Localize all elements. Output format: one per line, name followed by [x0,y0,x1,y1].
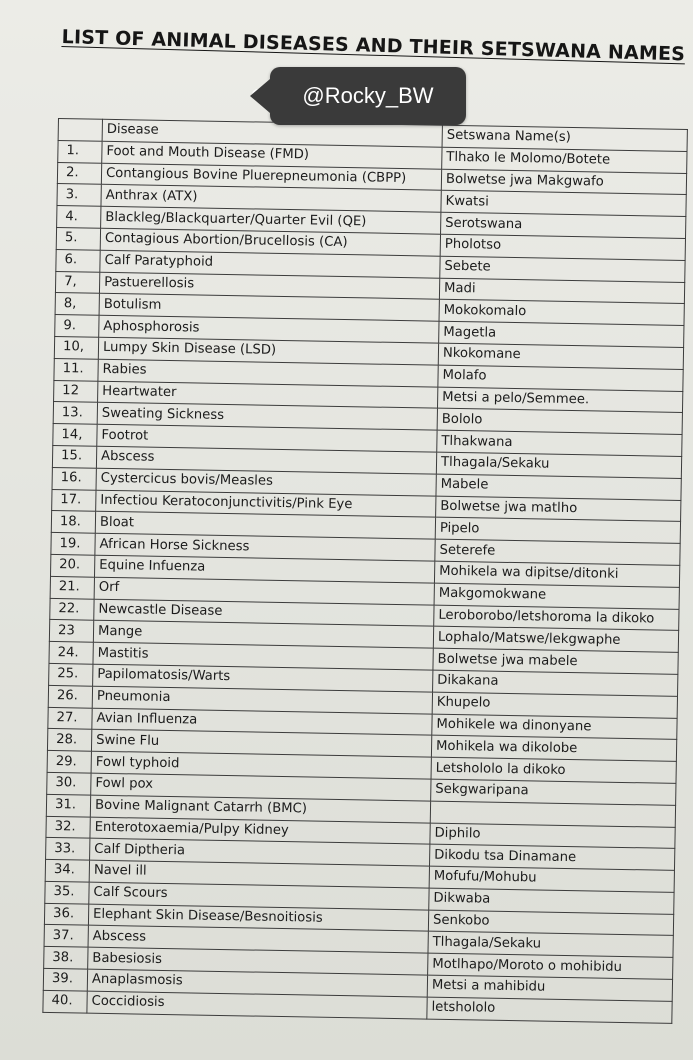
row-number: 23 [49,620,93,643]
disease-name: Elephant Skin Disease/Besnoitiosis [88,904,428,932]
disease-name: African Horse Sickness [95,533,435,561]
row-number: 2. [57,162,101,185]
disease-name: Navel ill [89,860,429,888]
setswana-name: Mohikela wa dipitse/ditonki [434,561,679,587]
watermark-handle-badge: @Rocky_BW [270,67,466,125]
header-number [58,119,102,142]
row-number: 15. [52,445,96,468]
setswana-name: Molafo [438,365,683,391]
setswana-name: Motlhapo/Moroto o mohibidu [428,953,673,979]
row-number: 6. [56,249,100,272]
disease-name: Heartwater [98,381,438,409]
disease-name: Blackleg/Blackquarter/Quarter Evil (QE) [101,206,441,234]
row-number: 11. [54,358,98,381]
setswana-name: Mohikela wa dikolobe [431,735,676,761]
row-number: 12 [54,380,98,403]
row-number: 3. [57,184,101,207]
setswana-name: Letshololo la dikoko [431,757,676,783]
row-number: 26. [48,685,92,708]
setswana-name: Seterefe [435,539,680,565]
setswana-name: Pipelo [435,517,680,543]
setswana-name: Khupelo [432,692,677,718]
row-number: 37. [44,925,88,948]
disease-table-container [42,118,687,1024]
disease-name: Avian Influenza [92,708,432,736]
disease-name: Footrot [97,424,437,452]
row-number: 39. [43,968,87,991]
row-number: 33. [46,838,90,861]
setswana-name: Makgomokwane [434,583,679,609]
setswana-name: letshololo [427,997,672,1023]
setswana-name: Metsi a mahibidu [427,975,672,1001]
row-number: 22. [50,598,94,621]
disease-name: Anaplasmosis [87,969,427,997]
setswana-name: Bolwetse jwa Makgwafo [441,169,686,195]
row-number: 40. [43,990,87,1013]
setswana-name: Leroborobo/letshoroma la dikoko [434,605,679,631]
disease-name: Babesiosis [88,947,428,975]
disease-name: Abscess [88,926,428,954]
disease-name: Pneumonia [92,686,432,714]
row-number: 10, [54,336,98,359]
document-title: LIST OF ANIMAL DISEASES AND THEIR SETSWANA NAMES [61,26,686,66]
row-number: 19. [51,533,95,556]
setswana-name: Bolwetse jwa mabele [433,648,678,674]
table-body [43,140,687,1023]
row-number: 34. [45,859,89,882]
setswana-name: Mabele [436,474,681,500]
disease-name: Swine Flu [91,729,431,757]
disease-name: Mange [93,621,433,649]
disease-name: Fowl typhoid [91,751,431,779]
setswana-name: Dikakana [433,670,678,696]
row-number: 36. [44,903,88,926]
row-number: 25. [49,663,93,686]
setswana-name: Dikodu tsa Dinamane [429,844,674,870]
disease-name: Aphosphorosis [99,315,439,343]
setswana-name: Sebete [440,256,685,282]
row-number: 8, [55,293,99,316]
disease-name: Contagious Abortion/Brucellosis (CA) [100,228,440,256]
row-number: 18. [51,511,95,534]
disease-name: Fowl pox [91,773,431,801]
disease-name: Enterotoxaemia/Pulpy Kidney [90,817,430,845]
setswana-name: Bolwetse jwa matlho [436,496,681,522]
row-number: 14, [53,424,97,447]
setswana-name: Lophalo/Matswe/lekgwaphe [433,626,678,652]
setswana-name: Senkobo [428,910,673,936]
row-number: 17. [52,489,96,512]
disease-name: Anthrax (ATX) [101,185,441,213]
setswana-name: Diphilo [430,823,675,849]
setswana-name: Mokokomalo [439,300,684,326]
setswana-name: Sekgwaripana [431,779,676,805]
setswana-name: Metsi a pelo/Semmee. [437,387,682,413]
row-number: 1. [58,140,102,163]
row-number: 28. [47,729,91,752]
row-number: 27. [48,707,92,730]
setswana-name: Nkokomane [438,343,683,369]
row-number: 30. [47,772,91,795]
setswana-name: Tlhakwana [437,430,682,456]
setswana-name: Mohikele wa dinonyane [432,714,677,740]
setswana-name: Mofufu/Mohubu [429,866,674,892]
disease-name: Newcastle Disease [94,599,434,627]
disease-name: Calf Diptheria [90,838,430,866]
row-number: 35. [45,881,89,904]
disease-name: Pastuerellosis [99,272,439,300]
disease-name: Coccidiosis [87,991,427,1019]
row-number: 16. [52,467,96,490]
row-number: 29. [47,751,91,774]
setswana-name: Tlhako le Molomo/Botete [442,147,687,173]
disease-name: Botulism [99,294,439,322]
disease-name: Bloat [95,512,435,540]
setswana-name: Pholotso [440,234,685,260]
disease-name: Infectiou Keratoconjunctivitis/Pink Eye [96,490,436,518]
row-number: 4. [57,206,101,229]
setswana-name: Tlhagala/Sekaku [436,452,681,478]
row-number: 9. [55,315,99,338]
setswana-name: Magetla [439,321,684,347]
row-number: 24. [49,642,93,665]
row-number: 21. [50,576,94,599]
disease-name: Foot and Mouth Disease (FMD) [102,141,442,169]
row-number: 38. [44,947,88,970]
disease-name: Orf [94,577,434,605]
disease-name: Equine Infuenza [94,555,434,583]
header-setswana: Setswana Name(s) [442,125,687,151]
disease-name: Mastitis [93,642,433,670]
disease-table [42,118,688,1024]
setswana-name: Kwatsi [441,191,686,217]
row-number: 5. [56,227,100,250]
disease-name: Contangious Bovine Pluerepneumonia (CBPP) [101,163,441,191]
disease-name: Sweating Sickness [97,403,437,431]
row-number: 13. [53,402,97,425]
setswana-name: Madi [439,278,684,304]
row-number: 32. [46,816,90,839]
row-number: 31. [46,794,90,817]
setswana-name: Serotswana [441,212,686,238]
disease-name: Abscess [96,446,436,474]
disease-name: Bovine Malignant Catarrh (BMC) [90,795,430,823]
disease-name: Rabies [98,359,438,387]
disease-name: Calf Scours [89,882,429,910]
row-number: 20. [51,554,95,577]
setswana-name: Tlhagala/Sekaku [428,932,673,958]
setswana-name: Dikwaba [429,888,674,914]
disease-name: Calf Paratyphoid [100,250,440,278]
row-number: 7, [55,271,99,294]
header-disease: Disease [102,119,442,147]
disease-name: Papilomatosis/Warts [93,664,433,692]
disease-name: Lumpy Skin Disease (LSD) [98,337,438,365]
setswana-name: Bololo [437,409,682,435]
disease-name: Cystercicus bovis/Measles [96,468,436,496]
